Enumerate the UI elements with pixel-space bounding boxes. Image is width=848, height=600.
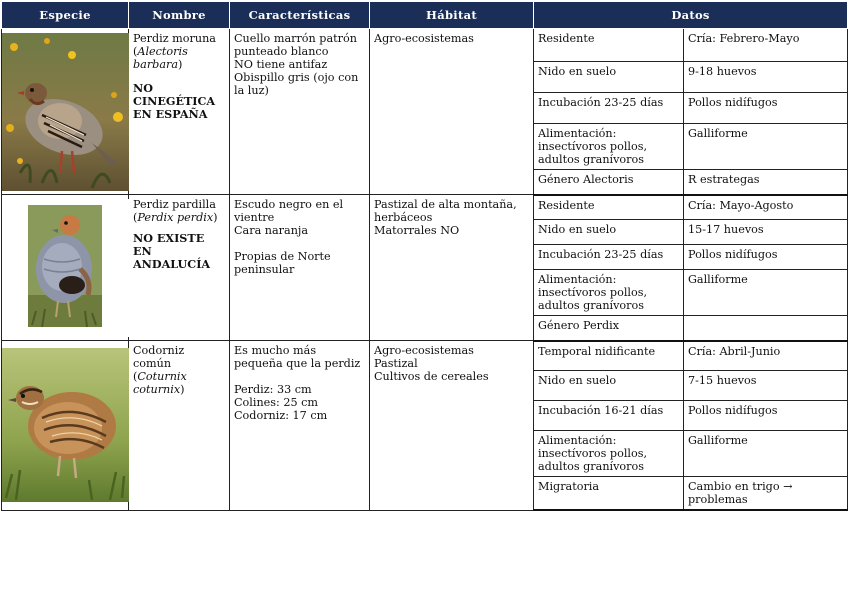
characteristic-line: Cuello marrón patrón punteado blanco <box>234 32 357 58</box>
data-cell: Incubación 23-25 días <box>534 245 684 270</box>
data-cell: Galliforme <box>684 431 848 477</box>
species-table <box>1 1 848 511</box>
characteristics-cell <box>230 29 370 195</box>
grey-partridge-photo <box>2 199 129 337</box>
data-cell: Género Perdix <box>534 316 684 341</box>
red-legged-partridge-photo <box>2 33 129 191</box>
species-photo-cell <box>2 29 129 195</box>
species-name-cell <box>129 195 230 341</box>
header-row <box>2 2 848 29</box>
characteristic-line: Propias de Norte peninsular <box>234 250 331 276</box>
data-cell: Incubación 23-25 días <box>534 93 684 124</box>
habitat-line: Agro-ecosistemas <box>374 344 474 357</box>
data-cell: Incubación 16-21 días <box>534 401 684 431</box>
habitat-line: Pastizal <box>374 357 418 370</box>
characteristics-cell <box>230 341 370 511</box>
sci-paren-open: ( <box>133 211 138 224</box>
data-cell <box>684 316 848 341</box>
data-cell: Alimentación: insectívoros pollos, adultos granívoros <box>534 270 684 316</box>
sci-paren-close: ) <box>213 211 218 224</box>
species-name-cell <box>129 29 230 195</box>
habitat-cell <box>370 195 534 341</box>
scientific-name <box>133 211 225 224</box>
characteristic-line: Escudo negro en el vientre <box>234 198 344 224</box>
characteristic-line: NO tiene antifaz <box>234 58 328 71</box>
characteristics-cell <box>230 195 370 341</box>
scientific-name <box>133 370 225 396</box>
data-cell: Migratoria <box>534 477 684 511</box>
characteristic-line: Obispillo gris (ojo con la luz) <box>234 71 359 97</box>
header-habitat: Hábitat <box>370 2 534 29</box>
sci-paren-close: ) <box>178 58 183 71</box>
characteristic-line: Codorniz: 17 cm <box>234 409 328 422</box>
common-quail-photo <box>2 348 129 502</box>
characteristic-line: Cara naranja <box>234 224 309 237</box>
species-photo-cell <box>2 341 129 511</box>
data-cell: Cría: Mayo-Agosto <box>684 195 848 220</box>
sci-paren-close: ) <box>180 383 185 396</box>
data-cell: Alimentación: insectívoros pollos, adultos granívoros <box>534 431 684 477</box>
species-photo-cell <box>2 195 129 341</box>
habitat-cell <box>370 29 534 195</box>
data-cell: Residente <box>534 29 684 62</box>
header-especie: Especie <box>2 2 129 29</box>
data-cell: Galliforme <box>684 124 848 170</box>
table-row <box>2 29 848 62</box>
data-cell: 15-17 huevos <box>684 220 848 245</box>
header-datos: Datos <box>534 2 848 29</box>
data-cell: Cría: Abril-Junio <box>684 341 848 371</box>
sci-paren-open: ( <box>133 370 138 383</box>
species-name-cell <box>129 341 230 511</box>
data-cell: 9-18 huevos <box>684 62 848 93</box>
scientific-name <box>133 45 225 71</box>
common-name: Codorniz común <box>133 344 185 370</box>
habitat-line: Matorrales NO <box>374 224 460 237</box>
data-cell: Temporal nidificante <box>534 341 684 371</box>
data-cell: Nido en suelo <box>534 220 684 245</box>
habitat-line: Agro-ecosistemas <box>374 32 474 45</box>
data-cell: Pollos nidífugos <box>684 401 848 431</box>
data-cell: Pollos nidífugos <box>684 245 848 270</box>
data-cell: Alimentación: insectívoros pollos, adultos granívoros <box>534 124 684 170</box>
data-cell: Residente <box>534 195 684 220</box>
header-caracteristicas: Características <box>230 2 370 29</box>
data-cell: Cría: Febrero-Mayo <box>684 29 848 62</box>
data-cell: R estrategas <box>684 170 848 195</box>
table-row <box>2 341 848 371</box>
habitat-line: Pastizal de alta montaña, herbáceos <box>374 198 517 224</box>
spacer <box>234 237 365 250</box>
data-cell: Género Alectoris <box>534 170 684 195</box>
data-cell: Nido en suelo <box>534 371 684 401</box>
data-cell: Cambio en trigo → problemas <box>684 477 848 511</box>
data-cell: 7-15 huevos <box>684 371 848 401</box>
habitat-line: Cultivos de cereales <box>374 370 489 383</box>
characteristic-line: Colines: 25 cm <box>234 396 319 409</box>
spacer <box>234 370 365 383</box>
common-name: Perdiz pardilla <box>133 198 216 211</box>
species-note: NO EXISTE EN ANDALUCÍA <box>133 231 211 271</box>
sci-name-text: Alectoris barbara <box>133 45 188 71</box>
sci-paren-open: ( <box>133 45 138 58</box>
data-cell: Pollos nidífugos <box>684 93 848 124</box>
characteristic-line: Perdiz: 33 cm <box>234 383 312 396</box>
table-row <box>2 195 848 220</box>
sci-name-text: Perdix perdix <box>137 211 214 224</box>
data-cell: Nido en suelo <box>534 62 684 93</box>
header-nombre: Nombre <box>129 2 230 29</box>
habitat-cell <box>370 341 534 511</box>
common-name: Perdiz moruna <box>133 32 216 45</box>
data-cell: Galliforme <box>684 270 848 316</box>
species-note: NO CINEGÉTICA EN ESPAÑA <box>133 81 216 121</box>
sci-name-text: Coturnix coturnix <box>133 370 187 396</box>
characteristic-line: Es mucho más pequeña que la perdiz <box>234 344 361 370</box>
